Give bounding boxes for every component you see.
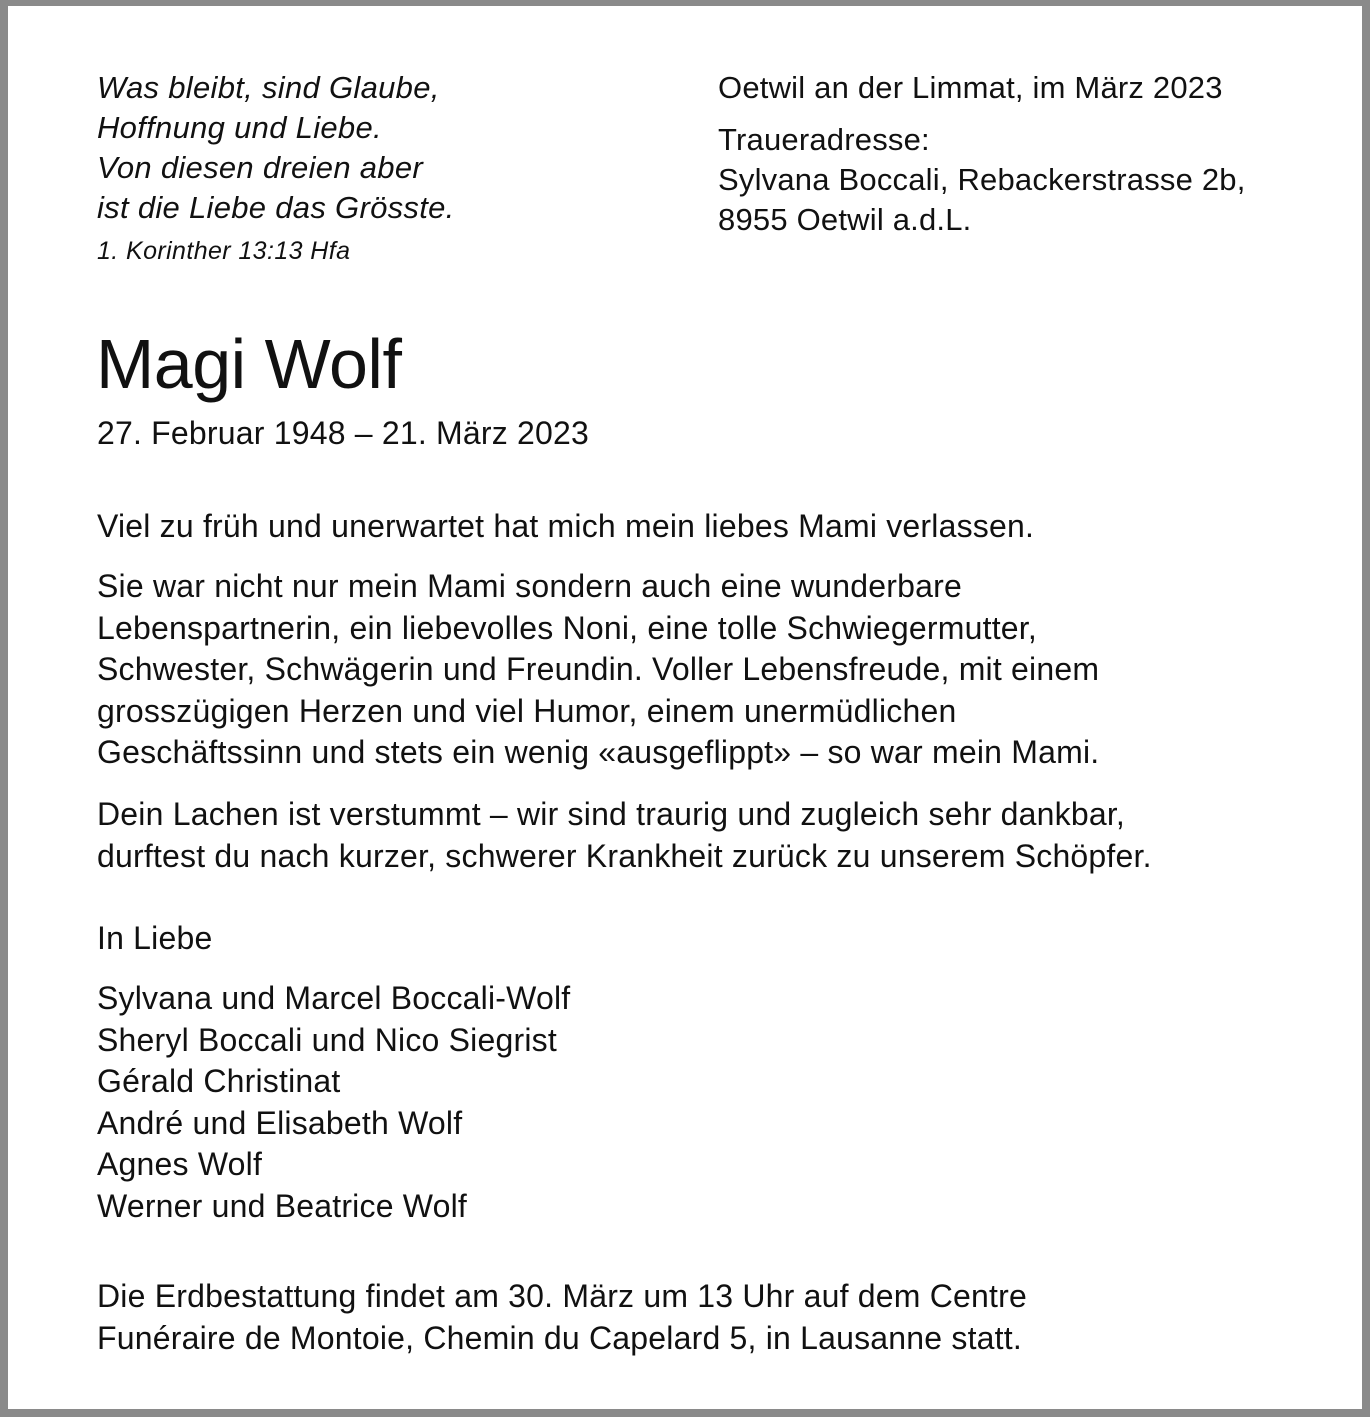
deceased-name: Magi Wolf [96,325,402,403]
paragraph-line: durftest du nach kurzer, schwerer Krankheit zurück zu unserem Schöpfer. [97,837,1152,874]
mourning-address [718,120,1246,240]
funeral-line: Die Erdbestattung findet am 30. März um 13 Uhr auf dem Centre [97,1278,1027,1314]
family-list [97,978,1317,1228]
paragraph-line: Schwester, Schwägerin und Freundin. Voller Lebensfreude, mit einem [97,651,1100,688]
paragraph-line: Lebenspartnerin, ein liebevolles Noni, eine tolle Schwiegermutter, [97,609,1037,646]
paragraph-line: Dein Lachen ist verstummt – wir sind traurig und zugleich sehr dankbar, [97,796,1126,832]
address-line: 8955 Oetwil a.d.L. [718,202,972,237]
family-member: Agnes Wolf [97,1146,263,1183]
address-label: Traueradresse: [718,122,930,157]
verse-line: Von diesen dreien aber [97,150,424,185]
paragraph-line: grosszügigen Herzen und viel Humor, einem unermüdlichen [97,692,957,729]
address-line: Sylvana Boccali, Rebackerstrasse 2b, [718,162,1246,197]
paragraph-intro [97,506,1317,548]
family-member: Werner und Beatrice Wolf [97,1187,468,1224]
life-dates: 27. Februar 1948 – 21. März 2023 [97,415,590,451]
family-member: Sheryl Boccali und Nico Siegrist [97,1021,557,1058]
paragraph-line: Geschäftssinn und stets ein wenig «ausgeflippt» – so war mein Mami. [97,734,1100,771]
verse-line: Hoffnung und Liebe. [97,110,382,145]
paragraph-tribute [97,566,1317,774]
paragraph-line: Sie war nicht nur mein Mami sondern auch eine wunderbare [97,568,962,604]
verse-line: Was bleibt, sind Glaube, [97,70,440,105]
verse-reference: 1. Korinther 13:13 Hfa [97,237,351,265]
closing-phrase: In Liebe [97,920,213,956]
funeral-info [97,1276,1317,1359]
funeral-line: Funéraire de Montoie, Chemin du Capelard 5, in Lausanne statt. [97,1319,1022,1356]
paragraph-line: Viel zu früh und unerwartet hat mich mein liebes Mami verlassen. [97,508,1035,544]
place-date: Oetwil an der Limmat, im März 2023 [718,70,1223,105]
verse-line: ist die Liebe das Grösste. [97,190,455,225]
paragraph-farewell [97,794,1317,877]
family-member: Sylvana und Marcel Boccali-Wolf [97,980,571,1016]
family-member: André und Elisabeth Wolf [97,1104,463,1141]
family-member: Gérald Christinat [97,1063,341,1100]
bible-verse [97,68,657,268]
